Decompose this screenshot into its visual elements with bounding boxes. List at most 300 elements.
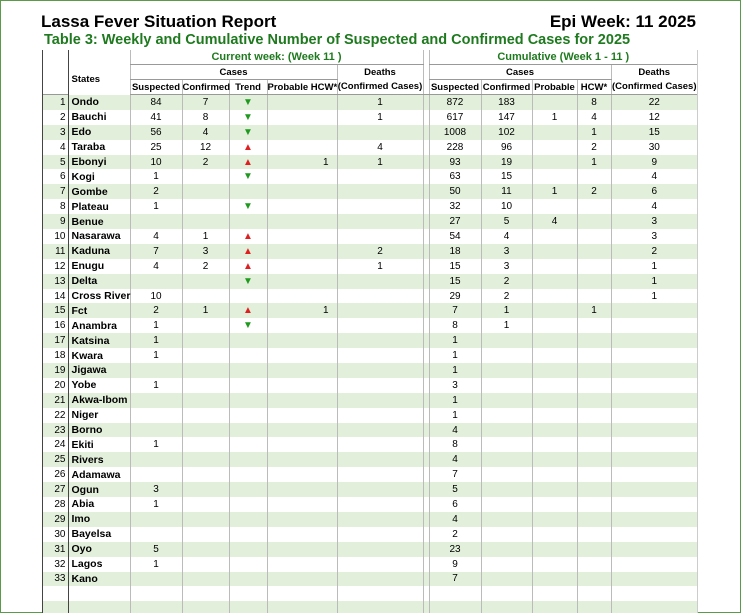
cum-probable bbox=[532, 437, 577, 452]
cum-deaths bbox=[611, 542, 697, 557]
cum-probable bbox=[532, 333, 577, 348]
table-row bbox=[43, 497, 697, 512]
week-deaths bbox=[337, 348, 423, 363]
week-trend bbox=[229, 497, 267, 512]
cum-deaths: 1 bbox=[611, 259, 697, 274]
cum-confirmed bbox=[481, 572, 532, 587]
header-states-top bbox=[68, 50, 130, 65]
cum-suspected: 228 bbox=[429, 140, 481, 155]
probable-label: Probable bbox=[267, 81, 309, 93]
cum-confirmed: 1 bbox=[481, 318, 532, 333]
state-name: Enugu bbox=[68, 259, 130, 274]
week-trend bbox=[229, 199, 267, 214]
header-current-week: Current week: (Week 11 ) bbox=[130, 50, 423, 65]
table-row bbox=[43, 125, 697, 140]
cum-confirmed: 1 bbox=[481, 303, 532, 318]
cum-deaths bbox=[611, 527, 697, 542]
cum-suspected: 1 bbox=[429, 363, 481, 378]
table-row bbox=[43, 467, 697, 482]
cum-probable bbox=[532, 586, 577, 601]
table-row bbox=[43, 214, 697, 229]
cum-suspected: 3 bbox=[429, 378, 481, 393]
week-deaths: 1 bbox=[337, 155, 423, 170]
cum-deaths: 15 bbox=[611, 125, 697, 140]
week-confirmed: 12 bbox=[182, 140, 229, 155]
cum-hcw bbox=[577, 393, 611, 408]
week-confirmed: 3 bbox=[182, 244, 229, 259]
week-suspected: 3 bbox=[130, 482, 182, 497]
cum-hcw bbox=[577, 423, 611, 438]
cum-deaths bbox=[611, 348, 697, 363]
state-name: Nasarawa bbox=[68, 229, 130, 244]
week-probable-hcw bbox=[267, 95, 337, 110]
week-suspected: 84 bbox=[130, 95, 182, 110]
table-row bbox=[43, 557, 697, 572]
week-suspected bbox=[130, 527, 182, 542]
header-confirmed-week: Confirmed bbox=[182, 81, 230, 93]
cum-probable bbox=[532, 572, 577, 587]
cum-probable bbox=[532, 601, 577, 613]
row-index: 24 bbox=[43, 437, 68, 452]
cum-suspected: 93 bbox=[429, 155, 481, 170]
cum-probable bbox=[532, 467, 577, 482]
cum-suspected: 8 bbox=[429, 437, 481, 452]
cum-hcw: 1 bbox=[577, 303, 611, 318]
row-index: 26 bbox=[43, 467, 68, 482]
table-row bbox=[43, 512, 697, 527]
week-probable-hcw bbox=[267, 348, 337, 363]
week-confirmed: 1 bbox=[182, 229, 229, 244]
row-index: 30 bbox=[43, 527, 68, 542]
table-row bbox=[43, 95, 697, 110]
week-suspected bbox=[130, 452, 182, 467]
trend-down-icon: ▼ bbox=[243, 96, 253, 108]
trend-up-icon: ▲ bbox=[243, 230, 253, 242]
table-row bbox=[43, 199, 697, 214]
week-confirmed bbox=[182, 318, 229, 333]
header-probable-week bbox=[267, 80, 337, 95]
cum-deaths: 1 bbox=[611, 289, 697, 304]
table-row bbox=[43, 318, 697, 333]
week-suspected: 41 bbox=[130, 110, 182, 125]
cum-suspected: 1 bbox=[429, 348, 481, 363]
cum-confirmed bbox=[481, 408, 532, 423]
week-trend bbox=[229, 363, 267, 378]
table-row bbox=[43, 408, 697, 423]
table-row bbox=[43, 169, 697, 184]
header-cases-week: Cases bbox=[130, 65, 337, 80]
week-trend bbox=[229, 467, 267, 482]
week-trend bbox=[229, 452, 267, 467]
week-confirmed bbox=[182, 199, 229, 214]
week-confirmed bbox=[182, 482, 229, 497]
table-row bbox=[43, 572, 697, 587]
row-index: 21 bbox=[43, 393, 68, 408]
week-suspected bbox=[130, 467, 182, 482]
row-index: 28 bbox=[43, 497, 68, 512]
epi-week-label: Epi Week: 11 2025 bbox=[549, 12, 696, 31]
week-confirmed bbox=[182, 214, 229, 229]
row-index: 15 bbox=[43, 303, 68, 318]
cum-confirmed: 3 bbox=[481, 259, 532, 274]
state-name: Ondo bbox=[68, 95, 130, 110]
week-suspected bbox=[130, 393, 182, 408]
week-confirmed bbox=[182, 572, 229, 587]
week-probable-hcw bbox=[267, 437, 337, 452]
table-row bbox=[43, 244, 697, 259]
cum-confirmed: 102 bbox=[481, 125, 532, 140]
cum-hcw bbox=[577, 542, 611, 557]
cum-confirmed bbox=[481, 452, 532, 467]
cum-probable bbox=[532, 199, 577, 214]
week-suspected: 1 bbox=[130, 557, 182, 572]
week-trend bbox=[229, 542, 267, 557]
cum-hcw: 2 bbox=[577, 184, 611, 199]
week-suspected bbox=[130, 572, 182, 587]
cum-hcw bbox=[577, 482, 611, 497]
cum-probable bbox=[532, 512, 577, 527]
week-probable-hcw bbox=[267, 572, 337, 587]
week-deaths bbox=[337, 229, 423, 244]
row-index: 22 bbox=[43, 408, 68, 423]
cum-hcw: 8 bbox=[577, 95, 611, 110]
cum-deaths bbox=[611, 467, 697, 482]
trend-up-icon: ▲ bbox=[243, 245, 253, 257]
cum-hcw bbox=[577, 467, 611, 482]
cum-suspected: 54 bbox=[429, 229, 481, 244]
row-index: 27 bbox=[43, 482, 68, 497]
week-probable-hcw bbox=[267, 214, 337, 229]
table-row bbox=[43, 140, 697, 155]
row-index: 18 bbox=[43, 348, 68, 363]
table-row bbox=[43, 437, 697, 452]
week-deaths bbox=[337, 184, 423, 199]
week-suspected: 25 bbox=[130, 140, 182, 155]
cum-hcw: 4 bbox=[577, 110, 611, 125]
week-suspected bbox=[130, 586, 182, 601]
header-suspected-cum: Suspected bbox=[430, 81, 480, 93]
week-trend bbox=[229, 572, 267, 587]
week-trend bbox=[229, 244, 267, 259]
cum-suspected: 8 bbox=[429, 318, 481, 333]
cum-hcw bbox=[577, 199, 611, 214]
header-deaths-confirmed-week: (Confirmed Cases) bbox=[337, 80, 423, 95]
row-index: 12 bbox=[43, 259, 68, 274]
cum-suspected: 29 bbox=[429, 289, 481, 304]
week-suspected: 5 bbox=[130, 542, 182, 557]
row-index bbox=[43, 586, 68, 601]
week-probable-hcw bbox=[267, 452, 337, 467]
state-name: Rivers bbox=[68, 452, 130, 467]
cum-hcw bbox=[577, 437, 611, 452]
state-name: Cross River bbox=[68, 289, 130, 304]
week-suspected: 1 bbox=[130, 333, 182, 348]
row-index: 4 bbox=[43, 140, 68, 155]
cum-suspected: 4 bbox=[429, 452, 481, 467]
week-suspected: 2 bbox=[130, 184, 182, 199]
week-confirmed bbox=[182, 467, 229, 482]
week-confirmed bbox=[182, 289, 229, 304]
cum-suspected: 23 bbox=[429, 542, 481, 557]
table-container bbox=[42, 50, 698, 613]
cum-confirmed bbox=[481, 527, 532, 542]
cum-deaths bbox=[611, 408, 697, 423]
table-row bbox=[43, 110, 697, 125]
report-header bbox=[41, 12, 696, 32]
cum-deaths: 30 bbox=[611, 140, 697, 155]
cum-hcw bbox=[577, 333, 611, 348]
week-probable-hcw bbox=[267, 318, 337, 333]
state-name: Bauchi bbox=[68, 110, 130, 125]
cum-confirmed: 147 bbox=[481, 110, 532, 125]
row-index: 2 bbox=[43, 110, 68, 125]
week-probable-hcw bbox=[267, 289, 337, 304]
week-trend bbox=[229, 423, 267, 438]
week-confirmed: 8 bbox=[182, 110, 229, 125]
week-confirmed bbox=[182, 363, 229, 378]
cum-confirmed bbox=[481, 333, 532, 348]
header-hcw-cum: HCW* bbox=[577, 80, 611, 95]
week-trend bbox=[229, 333, 267, 348]
cum-confirmed: 96 bbox=[481, 140, 532, 155]
cum-suspected: 2 bbox=[429, 527, 481, 542]
cum-hcw bbox=[577, 497, 611, 512]
week-confirmed: 2 bbox=[182, 259, 229, 274]
week-probable-hcw bbox=[267, 408, 337, 423]
state-name: Delta bbox=[68, 274, 130, 289]
week-confirmed bbox=[182, 512, 229, 527]
week-trend bbox=[229, 155, 267, 170]
row-index bbox=[43, 601, 68, 613]
row-index: 17 bbox=[43, 333, 68, 348]
row-index: 31 bbox=[43, 542, 68, 557]
table-row-empty bbox=[43, 601, 697, 613]
cum-suspected: 15 bbox=[429, 259, 481, 274]
state-name: Benue bbox=[68, 214, 130, 229]
row-index: 20 bbox=[43, 378, 68, 393]
week-trend bbox=[229, 601, 267, 613]
row-index: 7 bbox=[43, 184, 68, 199]
week-suspected: 1 bbox=[130, 318, 182, 333]
row-index: 5 bbox=[43, 155, 68, 170]
trend-up-icon: ▲ bbox=[243, 156, 253, 168]
week-trend bbox=[229, 274, 267, 289]
week-deaths bbox=[337, 437, 423, 452]
header-blank bbox=[43, 80, 68, 95]
cum-hcw bbox=[577, 244, 611, 259]
week-deaths bbox=[337, 601, 423, 613]
table-row bbox=[43, 363, 697, 378]
cum-probable bbox=[532, 423, 577, 438]
week-suspected bbox=[130, 601, 182, 613]
week-suspected: 1 bbox=[130, 497, 182, 512]
week-deaths bbox=[337, 169, 423, 184]
week-trend bbox=[229, 169, 267, 184]
cum-confirmed bbox=[481, 482, 532, 497]
table-row bbox=[43, 229, 697, 244]
state-name: Plateau bbox=[68, 199, 130, 214]
cum-hcw bbox=[577, 318, 611, 333]
cum-probable bbox=[532, 155, 577, 170]
week-trend bbox=[229, 512, 267, 527]
cum-suspected: 1008 bbox=[429, 125, 481, 140]
week-suspected: 1 bbox=[130, 437, 182, 452]
cum-deaths: 1 bbox=[611, 274, 697, 289]
week-confirmed bbox=[182, 169, 229, 184]
week-confirmed bbox=[182, 586, 229, 601]
week-suspected: 1 bbox=[130, 348, 182, 363]
cum-confirmed bbox=[481, 601, 532, 613]
week-confirmed bbox=[182, 437, 229, 452]
week-deaths: 2 bbox=[337, 244, 423, 259]
cum-confirmed: 4 bbox=[481, 229, 532, 244]
week-trend bbox=[229, 110, 267, 125]
cum-probable bbox=[532, 378, 577, 393]
cum-confirmed: 5 bbox=[481, 214, 532, 229]
cum-suspected bbox=[429, 601, 481, 613]
row-index: 6 bbox=[43, 169, 68, 184]
week-trend bbox=[229, 586, 267, 601]
week-trend bbox=[229, 303, 267, 318]
header-blank bbox=[43, 50, 68, 65]
week-probable-hcw bbox=[267, 199, 337, 214]
table-row bbox=[43, 184, 697, 199]
week-trend bbox=[229, 557, 267, 572]
week-probable-hcw bbox=[267, 467, 337, 482]
cum-deaths bbox=[611, 333, 697, 348]
cum-hcw bbox=[577, 289, 611, 304]
cum-suspected: 1 bbox=[429, 393, 481, 408]
week-deaths bbox=[337, 408, 423, 423]
cum-probable bbox=[532, 482, 577, 497]
state-name: Kwara bbox=[68, 348, 130, 363]
week-confirmed bbox=[182, 393, 229, 408]
cum-deaths: 3 bbox=[611, 229, 697, 244]
week-deaths bbox=[337, 452, 423, 467]
week-probable-hcw: 1 bbox=[267, 155, 337, 170]
table-row bbox=[43, 393, 697, 408]
row-index: 9 bbox=[43, 214, 68, 229]
week-confirmed bbox=[182, 184, 229, 199]
cum-deaths bbox=[611, 572, 697, 587]
table-row bbox=[43, 333, 697, 348]
row-index: 16 bbox=[43, 318, 68, 333]
cum-confirmed bbox=[481, 512, 532, 527]
week-probable-hcw bbox=[267, 110, 337, 125]
cum-probable bbox=[532, 169, 577, 184]
week-deaths: 1 bbox=[337, 110, 423, 125]
week-suspected: 56 bbox=[130, 125, 182, 140]
cum-probable bbox=[532, 557, 577, 572]
cum-confirmed bbox=[481, 467, 532, 482]
state-name: Jigawa bbox=[68, 363, 130, 378]
week-probable-hcw bbox=[267, 259, 337, 274]
cum-deaths: 22 bbox=[611, 95, 697, 110]
cum-probable bbox=[532, 542, 577, 557]
cum-probable bbox=[532, 95, 577, 110]
cum-confirmed bbox=[481, 393, 532, 408]
week-confirmed bbox=[182, 497, 229, 512]
week-deaths bbox=[337, 303, 423, 318]
cum-deaths: 6 bbox=[611, 184, 697, 199]
week-suspected bbox=[130, 214, 182, 229]
state-name: Adamawa bbox=[68, 467, 130, 482]
week-trend bbox=[229, 95, 267, 110]
cum-suspected: 5 bbox=[429, 482, 481, 497]
cum-probable bbox=[532, 259, 577, 274]
cum-deaths: 12 bbox=[611, 110, 697, 125]
cum-deaths bbox=[611, 378, 697, 393]
week-confirmed bbox=[182, 378, 229, 393]
trend-up-icon: ▲ bbox=[243, 141, 253, 153]
week-deaths bbox=[337, 393, 423, 408]
state-name: Ekiti bbox=[68, 437, 130, 452]
header-probable-cum: Probable bbox=[532, 80, 577, 95]
header-blank bbox=[43, 65, 68, 80]
cum-deaths bbox=[611, 423, 697, 438]
cum-probable: 1 bbox=[532, 110, 577, 125]
header-cumulative: Cumulative (Week 1 - 11 ) bbox=[429, 50, 697, 65]
cum-suspected: 6 bbox=[429, 497, 481, 512]
table-row bbox=[43, 542, 697, 557]
week-deaths bbox=[337, 512, 423, 527]
cum-deaths: 3 bbox=[611, 214, 697, 229]
week-deaths bbox=[337, 333, 423, 348]
cum-suspected: 617 bbox=[429, 110, 481, 125]
week-probable-hcw bbox=[267, 229, 337, 244]
cum-deaths bbox=[611, 437, 697, 452]
week-deaths bbox=[337, 125, 423, 140]
state-name: Taraba bbox=[68, 140, 130, 155]
cum-hcw bbox=[577, 586, 611, 601]
state-name: Yobe bbox=[68, 378, 130, 393]
table-row bbox=[43, 289, 697, 304]
week-probable-hcw bbox=[267, 125, 337, 140]
cum-hcw bbox=[577, 274, 611, 289]
week-deaths bbox=[337, 214, 423, 229]
week-deaths bbox=[337, 497, 423, 512]
state-name: Anambra bbox=[68, 318, 130, 333]
week-trend bbox=[229, 125, 267, 140]
cum-hcw: 1 bbox=[577, 155, 611, 170]
state-name: Edo bbox=[68, 125, 130, 140]
header-suspected-week: Suspected bbox=[131, 81, 181, 93]
state-name: Niger bbox=[68, 408, 130, 423]
header-deaths-confirmed-cum: (Confirmed Cases) bbox=[611, 80, 697, 95]
report-title: Lassa Fever Situation Report bbox=[41, 12, 277, 31]
cum-probable bbox=[532, 229, 577, 244]
cum-deaths: 4 bbox=[611, 199, 697, 214]
row-index: 14 bbox=[43, 289, 68, 304]
week-deaths bbox=[337, 199, 423, 214]
week-probable-hcw bbox=[267, 557, 337, 572]
state-name: Lagos bbox=[68, 557, 130, 572]
week-probable-hcw bbox=[267, 363, 337, 378]
cum-probable bbox=[532, 318, 577, 333]
week-suspected: 2 bbox=[130, 303, 182, 318]
cum-deaths: 4 bbox=[611, 169, 697, 184]
week-confirmed bbox=[182, 601, 229, 613]
cum-suspected: 27 bbox=[429, 214, 481, 229]
table-row bbox=[43, 423, 697, 438]
cum-deaths bbox=[611, 303, 697, 318]
week-trend bbox=[229, 482, 267, 497]
state-name: Oyo bbox=[68, 542, 130, 557]
week-probable-hcw bbox=[267, 586, 337, 601]
cum-hcw bbox=[577, 348, 611, 363]
week-confirmed bbox=[182, 423, 229, 438]
week-trend bbox=[229, 229, 267, 244]
